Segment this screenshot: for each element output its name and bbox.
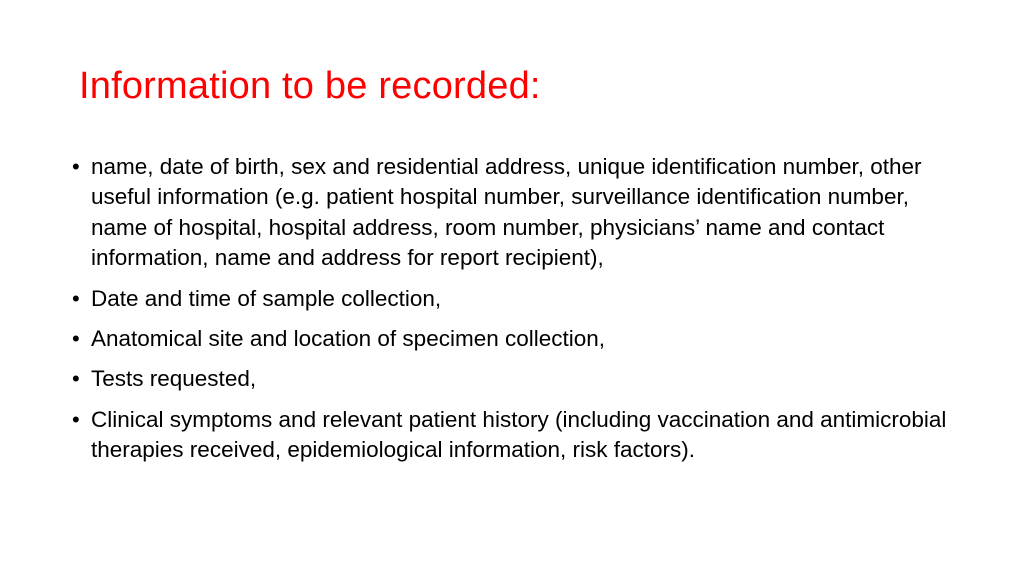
bullet-item-clinical-symptoms bbox=[72, 405, 952, 466]
bullet-item-sample-date bbox=[72, 284, 952, 314]
bullet-icon: • bbox=[72, 366, 80, 392]
bullet-text: name, date of birth, sex and residential address, unique identification number, other useful information (e.g. patient hospital number, surveillance identification number, name of hospital, hospital address, room number, physicians’ name and contact information, name and address for report recipient), bbox=[91, 154, 922, 271]
bullet-item-tests-requested bbox=[72, 364, 952, 394]
bullet-icon: • bbox=[72, 406, 80, 432]
bullet-text: Clinical symptoms and relevant patient history (including vaccination and antimicrobial therapies received, epidemiological information, risk factors). bbox=[91, 406, 947, 463]
bullet-icon: • bbox=[72, 285, 80, 311]
bullet-text: Anatomical site and location of specimen collection, bbox=[91, 326, 606, 352]
bullet-icon: • bbox=[72, 326, 80, 352]
bullet-item-patient-details bbox=[72, 152, 952, 274]
bullet-list bbox=[72, 152, 952, 466]
slide-title: Information to be recorded: bbox=[79, 65, 541, 107]
bullet-text: Tests requested, bbox=[91, 366, 257, 392]
bullet-item-anatomical-site bbox=[72, 324, 952, 354]
bullet-text: Date and time of sample collection, bbox=[91, 285, 442, 311]
bullet-icon: • bbox=[72, 154, 80, 179]
